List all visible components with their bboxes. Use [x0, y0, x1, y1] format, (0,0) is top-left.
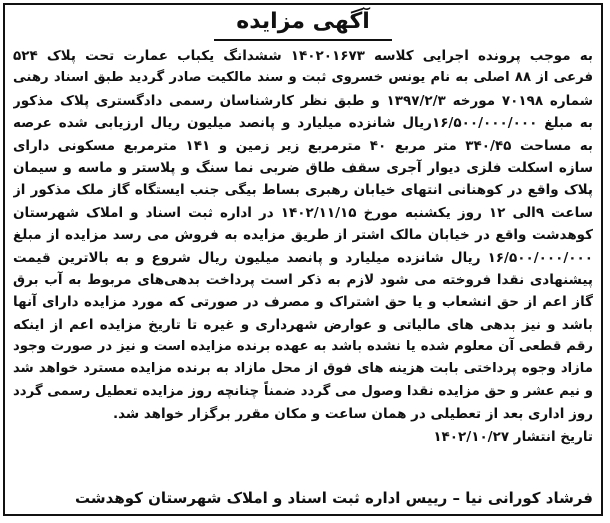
- body-line: رقم قطعی آن معلوم شده یا نشده باشد به عهده برنده مزایده است و نیز در صورت وجود: [13, 339, 593, 355]
- body-line: فرعی از ۸۸ اصلی به نام یونس خسروی ثبت و سند مالکیت صادر گردید طبق اسناد رهنی: [13, 70, 593, 86]
- auction-notice: [3, 3, 603, 516]
- body-line: سازه اسکلت فلزی دیوار آجری سقف طاق ضربی نما سنگ و پلاستر و ماسه و سیمان: [13, 159, 593, 176]
- publication-date: تاریخ انتشار ۱۴۰۲/۱۰/۲۷: [433, 428, 593, 445]
- body-line: مازاد وجوه پرداختی بابت هزینه های فوق از محل مازاد به برنده مزایده مسترد خواهد شد: [13, 361, 593, 377]
- body-line: به موجب پرونده اجرایی کلاسه ۱۴۰۲۰۱۶۷۳ ششدانگ یکباب عمارت تحت پلاک ۵۲۴: [13, 48, 593, 64]
- body-line: پلاک واقع در کوهنانی انتهای خیابان رهبری بساط بیگی جنب ایستگاه گاز ملک مذکور از: [13, 182, 593, 199]
- body-line: به مبلغ ۱۶/۵۰۰/۰۰۰/۰۰۰ریال شانزده میلیارد و پانصد میلیون ریال ارزیابی شده عرصه: [13, 115, 593, 132]
- notice-body: [13, 45, 593, 448]
- body-line: ۱۶/۵۰۰/۰۰۰/۰۰۰ ریال شانزده میلیارد و پانصد میلیون ریال شروع و به بالاترین قیمت: [13, 249, 593, 266]
- body-line: به مساحت ۳۴۰/۴۵ متر مربع ۴۰ مترمربع زیر زمین و ۱۴۱ مترمربع مسکونی دارای: [13, 137, 593, 154]
- notice-title: آگهی مزایده: [214, 7, 392, 41]
- body-line: ساعت ۹الی ۱۲ روز یکشنبه مورخ ۱۴۰۲/۱۱/۱۵ در اداره ثبت اسناد و املاک شهرستان: [13, 204, 593, 221]
- body-line: و نیم عشر و حق مزایده نقدا وصول می گردد ضمناً چنانچه روز مزایده تعطیل رسمی گردد: [13, 383, 593, 399]
- body-line: باشد و نیز بدهی های مالیاتی و عوارض شهرداری و غیره تا تاریخ مزایده اعم از اینکه: [13, 316, 593, 333]
- signature-line: فرشاد کورانی نیا – رییس اداره ثبت اسناد و املاک شهرستان کوهدشت: [75, 489, 593, 507]
- body-line: گاز اعم از حق انشعاب و یا حق اشتراک و مصرف در صورتی که مورد مزایده دارای آنها: [13, 294, 593, 311]
- body-line: کوهدشت واقع در خیابان مالک اشتر از طریق مزایده به فروش می رسد مزایده از مبلغ: [13, 227, 593, 244]
- body-line: پیشنهادی نقدا فروخته می شود لازم به ذکر است پرداخت بدهی‌های مربوط به آب برق: [13, 271, 593, 288]
- body-line: شماره ۷۰۱۹۸ مورخه ۱۳۹۷/۲/۳ و طبق نظر کارشناسان رسمی دادگستری پلاک مذکور: [13, 92, 593, 109]
- body-line: روز اداری بعد از تعطیلی در همان ساعت و مکان مقرر برگزار خواهد شد.: [112, 406, 593, 423]
- title-area: [5, 5, 601, 43]
